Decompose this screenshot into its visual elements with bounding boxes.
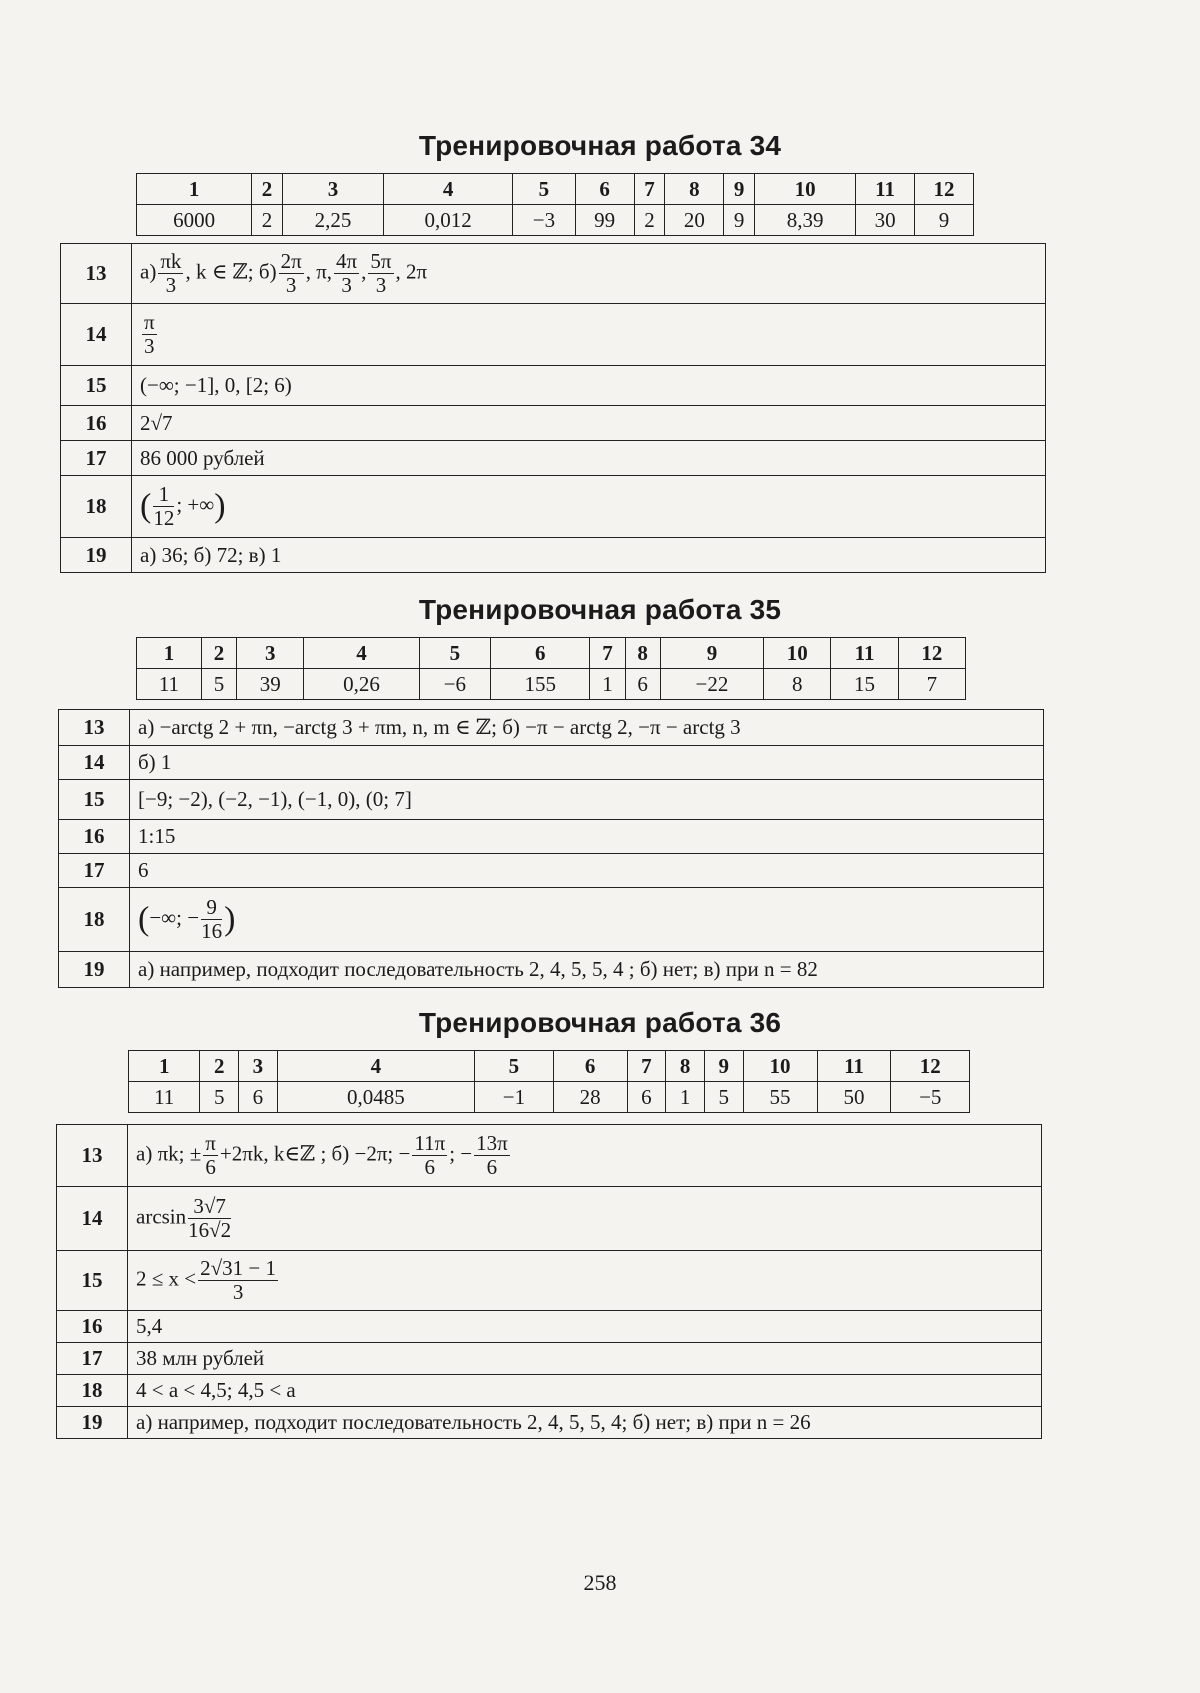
- task-number: 11: [831, 638, 898, 669]
- fraction: $\frac{13\pi}{6}$: [476, 1130, 508, 1179]
- task-number: 1: [137, 638, 202, 669]
- answer-value: 15: [831, 669, 898, 700]
- table-row: [61, 406, 1046, 441]
- answer-cell: [128, 1125, 1042, 1187]
- task-number: 17: [61, 441, 132, 476]
- task-number: 9: [704, 1051, 743, 1082]
- answer-cell: 5,4: [128, 1311, 1042, 1343]
- answer-value: 9: [915, 205, 974, 236]
- task-number: 19: [61, 538, 132, 573]
- task-number: 15: [61, 366, 132, 406]
- task-number: 4: [304, 638, 419, 669]
- task-number: 19: [57, 1407, 128, 1439]
- task-number: 18: [57, 1375, 128, 1407]
- fraction: $\frac{9}{16}$: [201, 894, 223, 943]
- answer-value: 155: [491, 669, 590, 700]
- table-row: [59, 820, 1044, 854]
- answer-cell: б) 1: [130, 746, 1044, 780]
- answer-value: 39: [237, 669, 304, 700]
- answer-cell: 6: [130, 854, 1044, 888]
- task-number: 1: [137, 174, 252, 205]
- answer-value: 6: [627, 1082, 666, 1113]
- work-34-long-answers: [60, 243, 1046, 573]
- task-number: 7: [627, 1051, 666, 1082]
- task-number: 16: [59, 820, 130, 854]
- answer-cell: а) −arctg 2 + πn, −arctg 3 + πm, n, m ∈ ℤ; б) −π − arctg 2, −π − arctg 3: [130, 710, 1044, 746]
- answer-value: 2: [634, 205, 665, 236]
- task-number: 6: [491, 638, 590, 669]
- work-36-short-answers: [128, 1050, 970, 1113]
- table-row: [57, 1375, 1042, 1407]
- answer-value: −6: [419, 669, 490, 700]
- fraction: $\frac{11\pi}{6}$: [414, 1130, 446, 1179]
- task-number: 3: [282, 174, 383, 205]
- answer-value: 11: [129, 1082, 200, 1113]
- answer-value: 50: [817, 1082, 891, 1113]
- answer-cell: 38 млн рублей: [128, 1343, 1042, 1375]
- answer-value: 1: [590, 669, 625, 700]
- task-number: 8: [625, 638, 660, 669]
- table-row: [61, 304, 1046, 366]
- answer-value: 0,0485: [277, 1082, 474, 1113]
- answer-value: 28: [553, 1082, 627, 1113]
- work-35-long-answers: [58, 709, 1044, 988]
- task-number: 7: [590, 638, 625, 669]
- answer-value: 5: [200, 1082, 239, 1113]
- answer-cell: [128, 1187, 1042, 1251]
- task-number: 10: [764, 638, 831, 669]
- task-number: 6: [553, 1051, 627, 1082]
- task-number: 5: [475, 1051, 553, 1082]
- answer-value: 6000: [137, 205, 252, 236]
- table-row: [61, 476, 1046, 538]
- answer-part: а): [140, 259, 157, 284]
- fraction: $\frac{5\pi}{3}$: [370, 248, 392, 297]
- task-number: 16: [61, 406, 132, 441]
- fraction: $\frac{2\pi}{3}$: [280, 248, 302, 297]
- answer-value: 11: [137, 669, 202, 700]
- answer-value: 2,25: [282, 205, 383, 236]
- table-row: [57, 1251, 1042, 1311]
- table-row: [59, 952, 1044, 988]
- task-number: 11: [856, 174, 915, 205]
- answer-part: ; −: [449, 1141, 473, 1166]
- table-row: [59, 746, 1044, 780]
- table-row: [59, 854, 1044, 888]
- answer-value: 20: [665, 205, 724, 236]
- answer-part: а) πk; ±: [136, 1141, 202, 1166]
- answer-cell: а) например, подходит последовательность 2, 4, 5, 5, 4 ; б) нет; в) при n = 82: [130, 952, 1044, 988]
- task-number: 14: [57, 1187, 128, 1251]
- table-row: [57, 1187, 1042, 1251]
- answer-cell: ( $\frac{1}{12}$ ; +∞): [132, 476, 1046, 538]
- answer-part: , 2π: [395, 259, 428, 284]
- task-number: 9: [724, 174, 755, 205]
- task-number: 2: [252, 174, 283, 205]
- task-number: 13: [57, 1125, 128, 1187]
- task-number: 12: [915, 174, 974, 205]
- task-number: 9: [660, 638, 763, 669]
- task-number: 13: [59, 710, 130, 746]
- short-answer-row: [129, 1082, 970, 1113]
- answer-part: +2πk, k∈ℤ ; б) −2π; −: [219, 1141, 411, 1166]
- task-number: 8: [666, 1051, 705, 1082]
- table-row: [59, 780, 1044, 820]
- work-34-title: Тренировочная работа 34: [418, 130, 782, 161]
- task-number: 3: [237, 638, 304, 669]
- table-row: [61, 538, 1046, 573]
- answer-value: 55: [743, 1082, 817, 1113]
- table-row: [57, 1311, 1042, 1343]
- table-row: [61, 441, 1046, 476]
- answer-cell: (−∞; −1], 0, [2; 6): [132, 366, 1046, 406]
- answer-value: 5: [704, 1082, 743, 1113]
- answer-part: −∞; −: [149, 905, 200, 930]
- table-row: [59, 710, 1044, 746]
- answer-cell: 2√7: [132, 406, 1046, 441]
- answer-value: 8: [764, 669, 831, 700]
- task-number: 2: [200, 1051, 239, 1082]
- task-number: 15: [59, 780, 130, 820]
- short-header-row: [137, 174, 974, 205]
- short-header-row: [137, 638, 966, 669]
- short-header-row: [129, 1051, 970, 1082]
- task-number: 14: [61, 304, 132, 366]
- task-number: 16: [57, 1311, 128, 1343]
- task-number: 4: [383, 174, 512, 205]
- fraction: $\frac{3√7}{16√2}$: [188, 1193, 232, 1242]
- answer-value: −1: [475, 1082, 553, 1113]
- fraction: $\frac{\pi}{3}$: [144, 309, 155, 358]
- answer-cell: [132, 304, 1046, 366]
- answer-part: ; +∞: [176, 492, 215, 517]
- answer-value: 2: [252, 205, 283, 236]
- fraction: $\frac{\pi}{6}$: [205, 1130, 216, 1179]
- task-number: 18: [61, 476, 132, 538]
- answer-part: arcsin: [136, 1204, 187, 1229]
- table-row: [57, 1125, 1042, 1187]
- table-row: [61, 366, 1046, 406]
- answer-value: −22: [660, 669, 763, 700]
- answer-value: 9: [724, 205, 755, 236]
- table-row: [61, 244, 1046, 304]
- answer-value: 6: [239, 1082, 278, 1113]
- answer-value: 99: [575, 205, 634, 236]
- work-36-title: Тренировочная работа 36: [418, 1007, 782, 1038]
- table-row: [59, 888, 1044, 952]
- task-number: 5: [419, 638, 490, 669]
- task-number: 14: [59, 746, 130, 780]
- answer-value: 30: [856, 205, 915, 236]
- task-number: 4: [277, 1051, 474, 1082]
- answer-value: 1: [666, 1082, 705, 1113]
- answer-cell: а) 36; б) 72; в) 1: [132, 538, 1046, 573]
- table-row: [57, 1407, 1042, 1439]
- work-34-short-answers: [136, 173, 974, 236]
- task-number: 7: [634, 174, 665, 205]
- answer-cell: (−∞; − $\frac{9}{16}$ ): [130, 888, 1044, 952]
- task-number: 1: [129, 1051, 200, 1082]
- task-number: 2: [201, 638, 236, 669]
- task-number: 10: [743, 1051, 817, 1082]
- task-number: 5: [513, 174, 576, 205]
- task-number: 15: [57, 1251, 128, 1311]
- answer-cell: [128, 1251, 1042, 1311]
- work-36-long-answers: [56, 1124, 1042, 1439]
- answer-value: 7: [898, 669, 965, 700]
- task-number: 3: [239, 1051, 278, 1082]
- answer-value: 6: [625, 669, 660, 700]
- answer-cell: а) $\frac{\pi k}{3}$ , k ∈ ℤ; б) $\frac{2\pi}{3}$ , π, $\frac{4\pi}{3}$ , $\frac{5\pi}{3}$ , 2π: [132, 244, 1046, 304]
- answer-value: 5: [201, 669, 236, 700]
- work-35-title: Тренировочная работа 35: [418, 594, 782, 625]
- fraction: $\frac{4\pi}{3}$: [336, 248, 358, 297]
- task-number: 11: [817, 1051, 891, 1082]
- answer-part: , k ∈ ℤ; б): [185, 259, 277, 284]
- answer-cell: 86 000 рублей: [132, 441, 1046, 476]
- short-answer-row: [137, 669, 966, 700]
- answer-cell: 4 < a < 4,5; 4,5 < a: [128, 1375, 1042, 1407]
- task-number: 10: [755, 174, 856, 205]
- answer-value: 8,39: [755, 205, 856, 236]
- task-number: 17: [57, 1343, 128, 1375]
- page-number: 258: [583, 1570, 617, 1595]
- task-number: 12: [898, 638, 965, 669]
- task-number: 6: [575, 174, 634, 205]
- fraction: $\frac{2√31 - 1}{3}$: [200, 1255, 276, 1304]
- short-answer-row: [137, 205, 974, 236]
- answer-value: −5: [891, 1082, 970, 1113]
- task-number: 19: [59, 952, 130, 988]
- answer-part: 2 ≤ x <: [136, 1266, 197, 1291]
- answer-value: 0,26: [304, 669, 419, 700]
- task-number: 8: [665, 174, 724, 205]
- task-number: 17: [59, 854, 130, 888]
- answer-part: , π,: [305, 259, 333, 284]
- task-number: 18: [59, 888, 130, 952]
- task-number: 13: [61, 244, 132, 304]
- answer-cell: а) например, подходит последовательность 2, 4, 5, 5, 4; б) нет; в) при n = 26: [128, 1407, 1042, 1439]
- fraction: $\frac{1}{12}$: [153, 481, 175, 530]
- answer-value: −3: [513, 205, 576, 236]
- answer-cell: [−9; −2), (−2, −1), (−1, 0), (0; 7]: [130, 780, 1044, 820]
- work-35-short-answers: [136, 637, 966, 700]
- answer-value: 0,012: [383, 205, 512, 236]
- fraction: $\frac{\pi k}{3}$: [160, 248, 182, 297]
- task-number: 12: [891, 1051, 970, 1082]
- table-row: [57, 1343, 1042, 1375]
- answer-cell: 1:15: [130, 820, 1044, 854]
